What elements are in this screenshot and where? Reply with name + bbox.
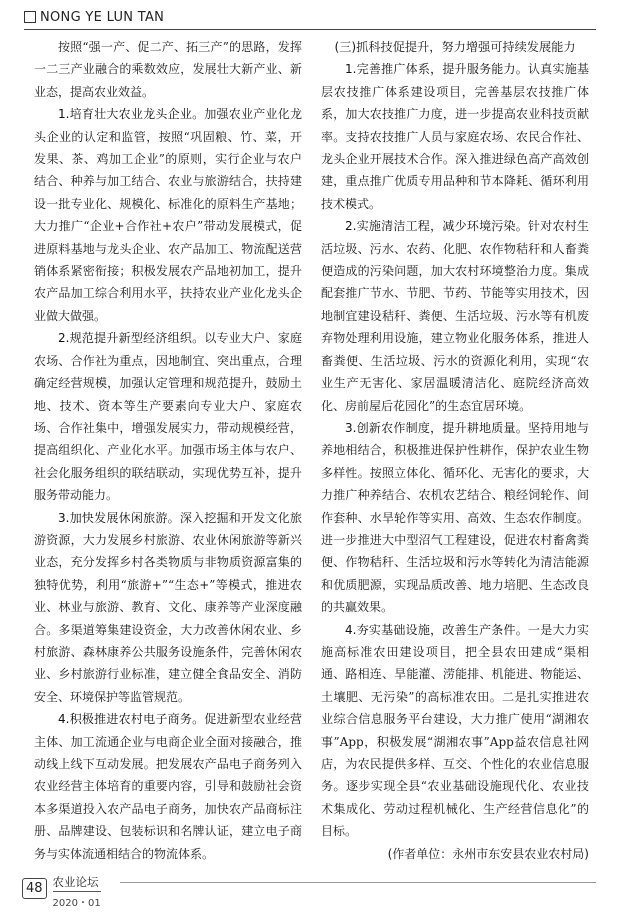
body-paragraph: [34, 708, 302, 865]
subsection-heading: 3.创新农作制度，提升耕地质量。: [345, 420, 529, 435]
paragraph-text: 针对农村生活垃圾、污水、农药、化肥、农作物秸秆和人畜粪便造成的污染问题，加大农村环境整治力度。集成配套推广节水、节肥、节药、节能等实用技术，因地制宜建设秸秆、粪便、生活垃圾、污水等有机废弃物处理利用设施，建立物业化服务体系，推进人畜粪便、生活垃圾、污水的资源化利用，实现“农业生产无害化、家居温暖清洁化、庭院经济高效化、房前屋后花园化”的生态宜居环境。: [321, 219, 589, 413]
paragraph-text: 认真实施基层农技推广体系建设项目，完善基层农技推广体系，加大农技推广力度，进一步提高农业科技贡献率。支持农技推广人员与家庭农场、农民合作社、龙头企业开展技术合作。深入推进绿色高产高效创建，重点推广优质专用品种和节本降耗、循环利用技术模式。: [321, 62, 589, 211]
body-paragraph: [321, 58, 589, 215]
right-column: [321, 36, 589, 865]
journal-name: 农业论坛: [53, 874, 101, 892]
paragraph-text: 以专业大户、家庭农场、合作社为重点，因地制宜、突出重点，合理确定经营规模，加强认定管理和规范提升，鼓励土地、技术、资本等生产要素向专业大户、家庭农场、合作社集中，增强发展实力，带动规模经营，提高组织化、产业化水平。加强市场主体与农户、社会化服务组织的联结联动，实现优势互补，提升服务带动能力。: [34, 331, 302, 503]
header-rule: [24, 29, 596, 30]
section-heading: [321, 36, 589, 58]
paragraph-text: 深入挖掘和开发文化旅游资源，大力发展乡村旅游、农业休闲旅游等新兴业态，充分发挥乡村各类物质与非物质资源富集的独特优势，利用“旅游+”“生态+”等模式，推进农业、林业与旅游、教育、文化、康养等产业深度融合。多渠道筹集建设资金，大力改善休闲农业、乡村旅游、森林康养公共服务设施条件，完善休闲农业、乡村旅游行业标准，建立健全食品安全、消防安全、环境保护等监管规范。: [34, 510, 302, 704]
paragraph-text: 促进新型农业经营主体、加工流通企业与电商企业全面对接融合，推动线上线下互动发展。把发展农产品电子商务列入农业经营主体培育的重要内容，引导和鼓励社会资本多渠道投入农产品电子商务，加快农产品商标注册、品牌建设、包装标识和名牌认证，建立电子商务与实体流通相结合的物流体系。: [34, 712, 302, 861]
paragraph-text: 一是大力实施高标准农田建设项目，把全县农田建成“渠相通、路相连、旱能灌、涝能排、机能进、物能运、土壤肥、无污染”的高标准农田。二是扎实推进农业综合信息服务平台建设，大力推广使用“湖湘农事”App，积极发展“湖湘农事”App益农信息社网店，为农民提供多样、互交、个性化的农业信息服务。逐步实现全县“农业基础设施现代化、农业技术集成化、劳动过程机械化、生产经营信息化”的目标。: [321, 622, 589, 839]
subsection-heading: 4.积极推进农村电子商务。: [58, 712, 205, 727]
footer-journal-block: [53, 874, 101, 909]
header-square-icon: [24, 11, 36, 23]
subsection-heading: 2.实施清洁工程，减少环境污染。: [345, 219, 529, 234]
page-number: 48: [22, 878, 47, 899]
body-paragraph: [34, 103, 302, 327]
body-paragraph: [321, 619, 589, 843]
footer-rule: [120, 882, 596, 883]
left-column: [34, 36, 302, 865]
section-heading-text: (三)抓科技促提升，努力增强可持续发展能力: [334, 40, 576, 54]
subsection-heading: 2.规范提升新型经济组织。: [58, 331, 205, 346]
paragraph-text: 加强农业产业化龙头企业的认定和监管，按照“巩固粮、竹、菜，开发果、茶、鸡加工企业”的原则，实行企业与农户结合、种养与加工结合、农业与旅游结合，扶持建设一批专业化、规模化、标准化的原料生产基地；大力推广“企业+合作社+农户”带动发展模式，促进原料基地与龙头企业、农产品加工、物流配送营销体系紧密衔接；积极发展农产品地初加工，提升农产品加工综合利用水平，扶持农业产业化龙头企业做大做强。: [34, 107, 302, 323]
paragraph-text: 坚持用地与养地相结合，积极推进保护性耕作，保护农业生物多样性。按照立体化、循环化、无害化的要求，大力推广种养结合、农机农艺结合、粮经饲轮作、间作套种、水旱轮作等实用、高效、生态农作制度。进一步推进大中型沼气工程建设，促进农村畜禽粪便、作物秸秆、生活垃圾和污水等转化为清洁能源和优质肥源，实现品质改善、地力培肥、生态改良的共赢效果。: [321, 420, 589, 615]
subsection-heading: 4.夯实基础设施，改善生产条件。: [345, 622, 529, 637]
body-paragraph: [34, 327, 302, 506]
body-paragraph: [34, 36, 302, 103]
running-header: [24, 6, 164, 28]
page-footer: [22, 874, 101, 914]
header-title: NONG YE LUN TAN: [40, 9, 165, 25]
issue-number: 2020・01: [52, 898, 101, 909]
body-paragraph: [321, 417, 589, 619]
author-affiliation: (作者单位：永州市东安县农业农村局): [387, 846, 589, 861]
paragraph-text: 按照“强一产、促二产、拓三产”的思路，发挥一二三产业融合的乘数效应，发展壮大新产业、新业态，提高农业效益。: [34, 40, 302, 99]
body-paragraph: [34, 507, 302, 709]
body-paragraph: [321, 215, 589, 417]
subsection-heading: 1.培育壮大农业龙头企业。: [58, 107, 205, 122]
subsection-heading: 3.加快发展休闲旅游。: [58, 510, 180, 525]
subsection-heading: 1.完善推广体系，提升服务能力。: [345, 62, 529, 77]
